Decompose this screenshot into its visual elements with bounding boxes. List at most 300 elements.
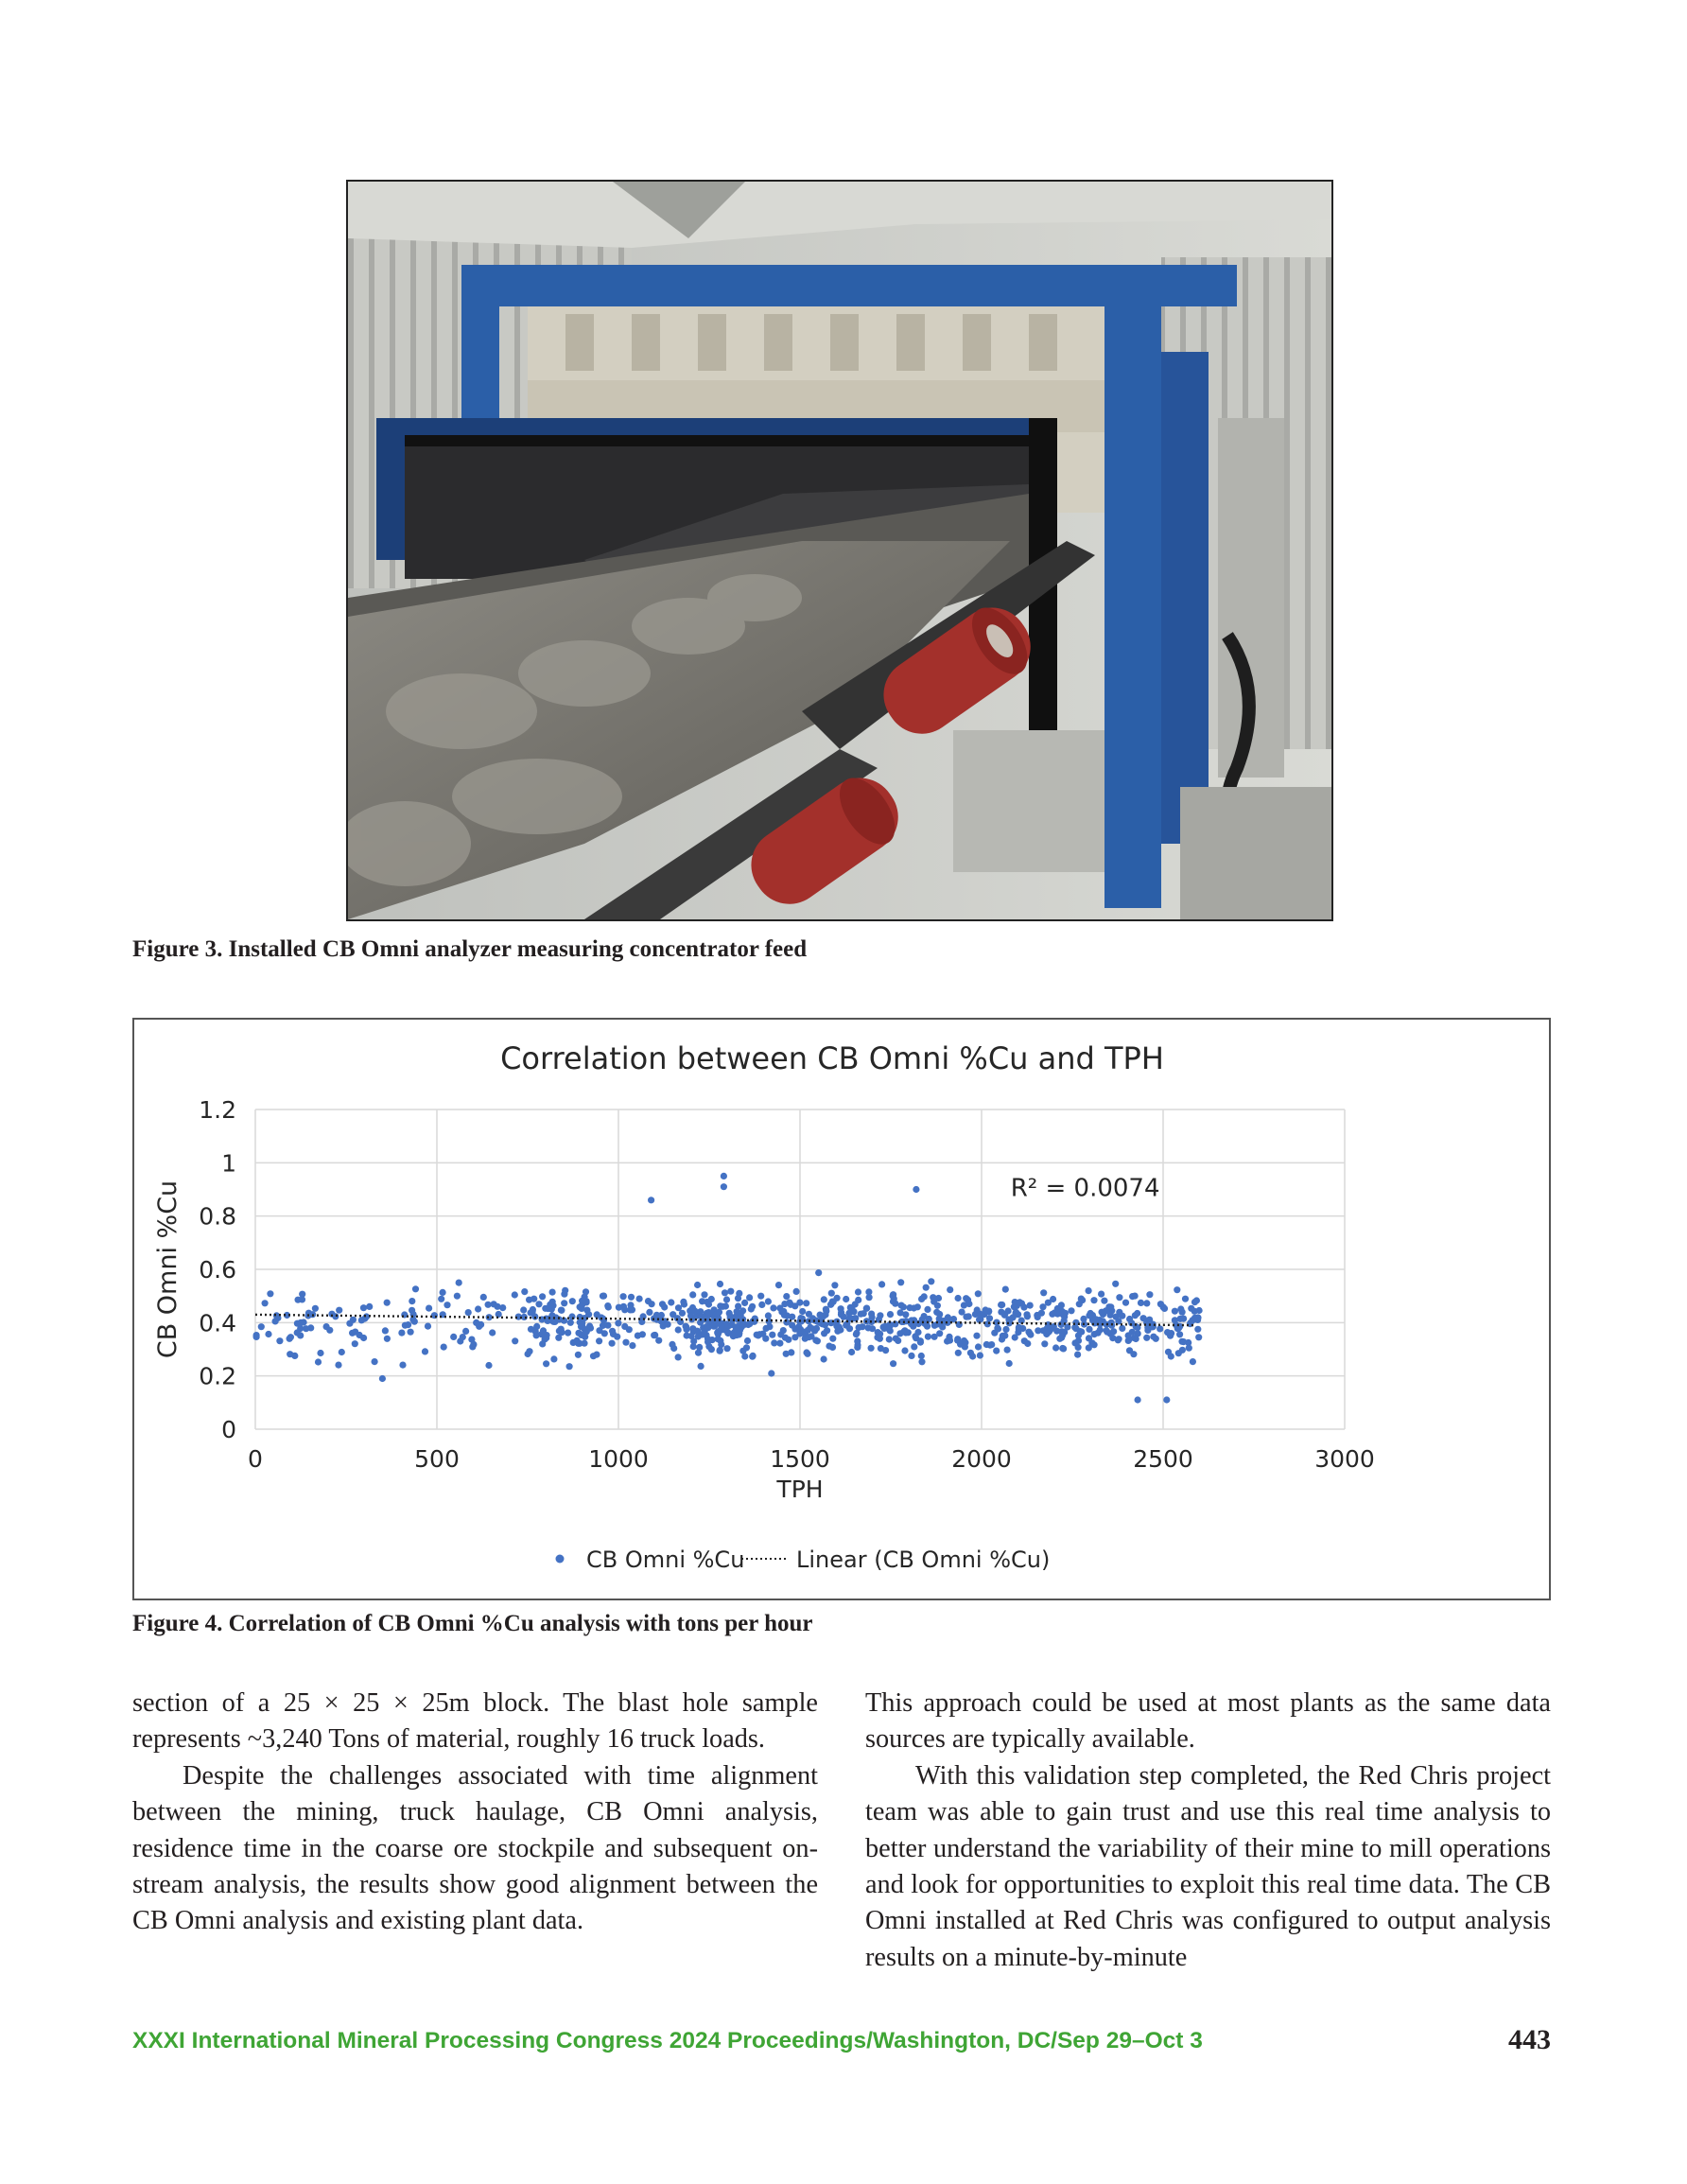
data-point xyxy=(1157,1325,1163,1332)
data-point xyxy=(902,1311,909,1318)
data-point xyxy=(485,1362,492,1369)
data-point xyxy=(1058,1328,1065,1335)
data-point xyxy=(1135,1396,1141,1403)
data-point xyxy=(1086,1326,1092,1333)
data-point xyxy=(336,1307,342,1314)
data-point xyxy=(468,1337,475,1343)
data-point xyxy=(721,1173,727,1179)
data-point xyxy=(441,1344,447,1351)
data-point xyxy=(914,1329,921,1336)
data-point xyxy=(793,1288,800,1295)
data-point xyxy=(933,1309,940,1316)
running-footer: XXXI International Mineral Processing Congress 2024 Proceedings/Washington, DC/Sep 29–Oct 3 xyxy=(132,2028,1203,2053)
data-point xyxy=(858,1311,864,1318)
data-point xyxy=(913,1186,919,1193)
data-point xyxy=(646,1309,652,1316)
data-point xyxy=(596,1327,602,1334)
data-point xyxy=(897,1279,904,1285)
data-point xyxy=(908,1353,914,1359)
x-tick-label: 2500 xyxy=(1133,1445,1193,1473)
data-point xyxy=(962,1343,968,1350)
data-point xyxy=(802,1336,809,1342)
data-point xyxy=(675,1326,682,1333)
data-point xyxy=(868,1311,875,1318)
data-point xyxy=(739,1307,746,1314)
data-point xyxy=(694,1282,701,1288)
data-point xyxy=(629,1342,635,1349)
data-point xyxy=(312,1305,319,1312)
x-axis-label: TPH xyxy=(776,1476,824,1503)
data-point xyxy=(443,1302,450,1308)
data-point xyxy=(604,1322,611,1329)
data-point xyxy=(352,1340,358,1347)
data-point xyxy=(665,1321,671,1328)
data-point xyxy=(272,1318,279,1324)
data-point xyxy=(854,1341,861,1348)
data-point xyxy=(287,1336,293,1342)
data-point xyxy=(675,1354,682,1360)
data-point xyxy=(1021,1337,1028,1344)
data-point xyxy=(1090,1297,1097,1303)
figure-4-caption: Figure 4. Correlation of CB Omni %Cu analysis with tons per hour xyxy=(132,1611,813,1636)
data-point xyxy=(521,1288,528,1295)
data-point xyxy=(1143,1300,1150,1306)
data-point xyxy=(1138,1300,1144,1306)
data-point xyxy=(829,1344,836,1351)
data-point xyxy=(715,1336,722,1342)
data-point xyxy=(1098,1291,1104,1298)
data-point xyxy=(438,1296,444,1302)
data-point xyxy=(626,1326,633,1333)
data-point xyxy=(1126,1347,1133,1354)
data-point xyxy=(947,1286,953,1293)
data-point xyxy=(408,1329,414,1336)
data-point xyxy=(1086,1312,1092,1319)
data-point xyxy=(917,1337,924,1344)
data-point xyxy=(865,1324,872,1331)
data-point xyxy=(1040,1289,1047,1296)
data-point xyxy=(845,1310,852,1317)
data-point xyxy=(758,1302,765,1308)
data-point xyxy=(688,1333,695,1339)
data-point xyxy=(339,1349,345,1355)
data-point xyxy=(460,1334,466,1340)
data-point xyxy=(710,1323,717,1330)
chart-legend xyxy=(556,1546,1051,1573)
data-point xyxy=(652,1332,658,1338)
data-point xyxy=(1041,1340,1048,1347)
data-point xyxy=(1027,1332,1034,1338)
y-tick-label: 0.6 xyxy=(199,1256,236,1284)
data-point xyxy=(777,1331,784,1337)
data-point xyxy=(1012,1299,1018,1305)
chart-title: Correlation between CB Omni %Cu and TPH xyxy=(500,1040,1164,1076)
data-point xyxy=(755,1332,761,1338)
data-point xyxy=(659,1301,666,1307)
data-point xyxy=(575,1330,582,1337)
data-point xyxy=(828,1290,835,1297)
data-point xyxy=(924,1306,930,1313)
data-point xyxy=(1146,1291,1153,1298)
data-point xyxy=(480,1294,487,1301)
data-point xyxy=(422,1348,428,1354)
figure-3-photo xyxy=(346,180,1333,921)
data-point xyxy=(579,1323,585,1330)
data-point xyxy=(1101,1298,1107,1304)
data-point xyxy=(287,1351,293,1357)
data-point xyxy=(681,1301,687,1307)
data-point xyxy=(489,1329,496,1336)
data-point xyxy=(853,1331,860,1337)
data-point xyxy=(533,1332,540,1338)
data-point xyxy=(450,1334,457,1340)
y-tick-label: 0 xyxy=(221,1416,236,1443)
data-point xyxy=(1190,1358,1196,1365)
data-point xyxy=(425,1323,431,1330)
data-point xyxy=(539,1293,546,1300)
y-tick-label: 0.2 xyxy=(199,1362,236,1390)
data-point xyxy=(785,1337,791,1343)
data-point xyxy=(382,1327,389,1334)
data-point xyxy=(843,1296,849,1302)
data-point xyxy=(863,1305,870,1312)
data-point xyxy=(788,1349,794,1355)
data-point xyxy=(622,1339,629,1346)
data-point xyxy=(834,1328,841,1335)
data-point xyxy=(579,1305,585,1312)
data-point xyxy=(918,1358,925,1365)
data-point xyxy=(1153,1336,1159,1342)
data-point xyxy=(558,1307,565,1314)
data-point xyxy=(975,1290,982,1297)
data-point xyxy=(512,1337,518,1344)
data-point xyxy=(925,1334,931,1340)
data-point xyxy=(855,1297,861,1303)
data-point xyxy=(708,1296,715,1302)
data-point xyxy=(1023,1311,1030,1318)
data-point xyxy=(360,1304,367,1311)
data-point xyxy=(746,1294,753,1301)
data-point xyxy=(855,1288,861,1295)
data-point xyxy=(930,1299,937,1305)
x-axis-ticks xyxy=(248,1445,1375,1473)
data-point xyxy=(399,1362,406,1369)
data-point xyxy=(695,1350,702,1356)
data-point xyxy=(848,1349,855,1355)
x-tick-label: 3000 xyxy=(1314,1445,1375,1473)
data-point xyxy=(1172,1317,1178,1323)
data-point xyxy=(535,1301,542,1307)
data-point xyxy=(923,1321,930,1328)
data-point xyxy=(900,1303,907,1310)
data-point xyxy=(739,1348,746,1354)
r-squared-annotation: R² = 0.0074 xyxy=(1010,1174,1160,1203)
data-point xyxy=(781,1301,788,1307)
data-point xyxy=(574,1337,581,1344)
x-tick-label: 1000 xyxy=(588,1445,649,1473)
data-point xyxy=(988,1341,995,1348)
data-point xyxy=(409,1307,415,1314)
data-point xyxy=(1086,1287,1092,1294)
data-point xyxy=(426,1305,432,1312)
data-point xyxy=(1001,1311,1008,1318)
data-point xyxy=(366,1303,373,1310)
data-point xyxy=(717,1302,723,1309)
data-point xyxy=(890,1293,896,1300)
data-point xyxy=(627,1302,634,1308)
data-point xyxy=(639,1331,646,1337)
y-tick-label: 1.2 xyxy=(199,1096,236,1124)
data-point xyxy=(462,1328,469,1335)
data-point xyxy=(610,1331,617,1337)
data-point xyxy=(1062,1310,1069,1317)
y-tick-label: 0.8 xyxy=(199,1202,236,1231)
data-point xyxy=(675,1304,682,1311)
data-point xyxy=(1075,1337,1082,1344)
data-point xyxy=(757,1293,764,1300)
data-point xyxy=(1129,1329,1136,1336)
data-point xyxy=(1107,1303,1114,1310)
data-point xyxy=(605,1303,612,1310)
data-point xyxy=(877,1331,883,1337)
data-point xyxy=(1143,1335,1150,1341)
data-point xyxy=(405,1321,411,1328)
data-point xyxy=(1186,1345,1192,1352)
data-point xyxy=(749,1354,756,1360)
data-point xyxy=(804,1351,810,1357)
data-point xyxy=(1180,1338,1187,1345)
legend-label-trendline: Linear (CB Omni %Cu) xyxy=(796,1546,1051,1573)
data-point xyxy=(1146,1317,1153,1323)
data-point xyxy=(955,1295,962,1302)
data-point xyxy=(253,1332,260,1338)
data-point xyxy=(526,1348,532,1354)
data-point xyxy=(1163,1396,1170,1403)
data-point xyxy=(1195,1334,1202,1340)
data-point xyxy=(565,1330,571,1337)
data-point xyxy=(569,1298,576,1304)
data-point xyxy=(781,1312,788,1319)
body-column-left xyxy=(132,1686,818,1940)
data-point xyxy=(1095,1330,1102,1337)
data-point xyxy=(491,1301,497,1307)
data-point xyxy=(1040,1327,1047,1334)
data-point xyxy=(267,1290,273,1297)
data-point xyxy=(496,1311,502,1318)
data-point xyxy=(1188,1305,1194,1312)
data-point xyxy=(628,1294,635,1301)
data-point xyxy=(775,1282,782,1288)
data-point xyxy=(736,1290,742,1297)
data-point xyxy=(829,1336,836,1342)
data-point xyxy=(1116,1294,1122,1301)
data-point xyxy=(609,1340,616,1347)
data-point xyxy=(276,1337,283,1344)
data-point xyxy=(1129,1293,1136,1300)
data-point xyxy=(815,1269,822,1276)
data-point xyxy=(722,1289,728,1296)
data-point xyxy=(1110,1328,1117,1335)
data-point xyxy=(409,1298,415,1304)
data-point xyxy=(596,1337,602,1344)
data-point xyxy=(803,1300,809,1306)
data-point xyxy=(1191,1315,1198,1321)
data-point xyxy=(789,1314,795,1320)
x-tick-label: 2000 xyxy=(951,1445,1012,1473)
data-point xyxy=(900,1328,907,1335)
data-point xyxy=(799,1308,806,1315)
data-point xyxy=(973,1333,980,1339)
data-point xyxy=(674,1315,681,1321)
data-point xyxy=(1068,1307,1074,1314)
data-point xyxy=(689,1304,696,1311)
data-point xyxy=(1004,1347,1011,1354)
data-point xyxy=(1092,1316,1099,1322)
data-point xyxy=(454,1293,461,1300)
data-point xyxy=(918,1353,925,1359)
data-point xyxy=(865,1288,872,1295)
data-point xyxy=(776,1340,783,1347)
data-point xyxy=(823,1308,829,1315)
data-point xyxy=(998,1302,1004,1308)
chart-gridlines xyxy=(255,1109,1345,1429)
data-point xyxy=(575,1352,582,1358)
data-point xyxy=(928,1278,934,1284)
data-point xyxy=(689,1291,696,1298)
data-point xyxy=(297,1332,304,1338)
data-point xyxy=(721,1183,727,1190)
data-point xyxy=(465,1309,472,1316)
data-point xyxy=(975,1343,982,1350)
paragraph: With this validation step completed, the Red Chris project team was able to gain trust and use this real time analysis to better understand the variability of their mine to mill operations and look for opportunities to exploit this real time data. The CB Omni installed at Red Chris was configured to output analysis results on a minute-by-minute xyxy=(865,1760,1551,1972)
data-point xyxy=(550,1355,557,1362)
data-point xyxy=(512,1291,518,1298)
data-point xyxy=(745,1321,752,1328)
data-point xyxy=(1122,1300,1129,1306)
data-point xyxy=(1172,1308,1178,1315)
data-point xyxy=(878,1345,884,1352)
data-point xyxy=(582,1294,588,1301)
data-point xyxy=(705,1343,712,1350)
data-point xyxy=(806,1311,812,1318)
data-point xyxy=(821,1296,827,1302)
data-point xyxy=(893,1336,899,1342)
data-point xyxy=(258,1323,265,1330)
data-point xyxy=(1076,1301,1083,1307)
data-point xyxy=(561,1291,567,1298)
data-point xyxy=(1104,1329,1110,1336)
data-point xyxy=(1099,1309,1105,1316)
data-point xyxy=(346,1320,353,1327)
data-point xyxy=(566,1363,573,1370)
data-point xyxy=(723,1296,730,1302)
data-point xyxy=(1177,1305,1184,1312)
data-point xyxy=(528,1326,534,1333)
y-tick-label: 1 xyxy=(221,1149,236,1178)
data-point xyxy=(1034,1312,1040,1319)
data-point xyxy=(1002,1286,1009,1293)
page-number: 443 xyxy=(1508,2024,1551,2055)
data-point xyxy=(528,1309,534,1316)
data-point xyxy=(1006,1360,1013,1367)
data-point xyxy=(831,1282,838,1288)
data-point xyxy=(736,1330,742,1337)
data-point xyxy=(398,1330,405,1337)
data-point xyxy=(440,1289,446,1296)
data-point xyxy=(797,1326,804,1333)
data-point xyxy=(762,1336,769,1342)
data-point xyxy=(1174,1286,1180,1293)
data-point xyxy=(887,1311,894,1318)
data-point xyxy=(955,1350,962,1356)
data-point xyxy=(744,1337,751,1344)
data-point xyxy=(583,1328,590,1335)
data-point xyxy=(499,1304,506,1311)
data-point xyxy=(469,1343,476,1350)
data-point xyxy=(335,1362,341,1369)
data-point xyxy=(295,1297,302,1303)
figure-4-chart xyxy=(132,1018,1551,1600)
data-point xyxy=(543,1360,549,1367)
data-point xyxy=(994,1325,1000,1332)
analyzer-photo-illustration xyxy=(348,182,1331,919)
data-point xyxy=(715,1315,722,1321)
body-column-right xyxy=(865,1686,1551,1976)
data-point xyxy=(384,1300,391,1306)
data-point xyxy=(868,1345,875,1352)
data-point xyxy=(859,1323,865,1330)
data-point xyxy=(561,1300,567,1306)
data-point xyxy=(315,1358,322,1365)
data-point xyxy=(687,1312,694,1319)
scatter-points xyxy=(253,1173,1203,1404)
scatter-chart xyxy=(134,1020,1549,1599)
data-point xyxy=(829,1299,836,1305)
data-point xyxy=(707,1311,714,1318)
data-point xyxy=(520,1306,527,1313)
paragraph: Despite the challenges associated with time alignment between the mining, truck haulage, CB Omni analysis, residence time in the coarse ore stockpile and subsequent on-stream analysis, the results show good alignment between the CB Omni analysis and existing plant data. xyxy=(132,1760,818,1936)
data-point xyxy=(475,1305,481,1312)
data-point xyxy=(704,1336,711,1342)
data-point xyxy=(727,1288,734,1295)
data-point xyxy=(670,1345,677,1352)
data-point xyxy=(545,1305,551,1312)
data-point xyxy=(1050,1296,1056,1302)
y-tick-label: 0.4 xyxy=(199,1309,236,1337)
data-point xyxy=(812,1337,819,1343)
data-point xyxy=(1088,1339,1095,1346)
data-point xyxy=(821,1355,827,1362)
data-point xyxy=(1133,1336,1139,1342)
data-point xyxy=(954,1336,961,1342)
data-point xyxy=(947,1337,953,1344)
data-point xyxy=(1001,1333,1008,1339)
data-point xyxy=(1134,1310,1140,1317)
data-point xyxy=(1049,1311,1055,1318)
data-point xyxy=(698,1363,704,1370)
data-point xyxy=(886,1336,893,1342)
data-point xyxy=(648,1197,654,1203)
legend-label-points: CB Omni %Cu xyxy=(586,1546,745,1573)
data-point xyxy=(1016,1326,1022,1333)
data-point xyxy=(701,1291,707,1298)
data-point xyxy=(768,1370,774,1376)
data-point xyxy=(936,1330,943,1337)
data-point xyxy=(704,1324,711,1331)
data-point xyxy=(1175,1350,1182,1356)
x-tick-label: 500 xyxy=(414,1445,460,1473)
data-point xyxy=(303,1325,309,1332)
